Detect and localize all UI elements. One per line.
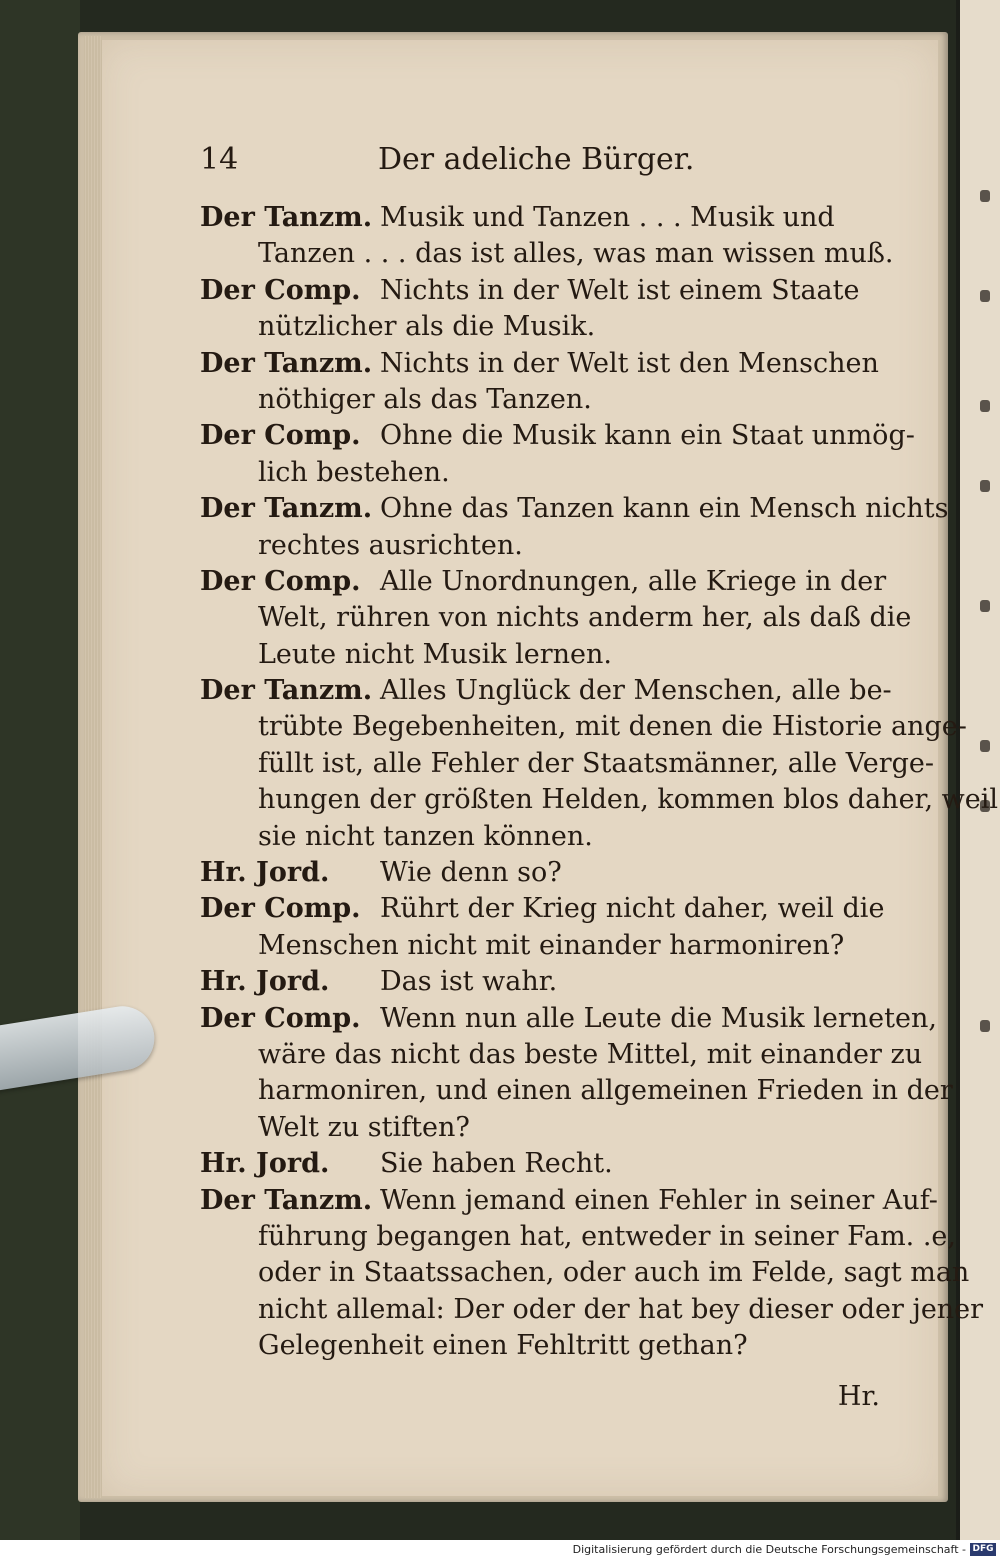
line-text: Welt zu stiften?	[258, 1111, 470, 1143]
line-text: wäre das nicht das beste Mittel, mit einander zu	[258, 1038, 923, 1070]
line-text: Alles Unglück der Menschen, alle be-	[380, 675, 892, 707]
line-text: Wenn nun alle Leute die Musik lerneten,	[380, 1002, 937, 1034]
line-text: Wie denn so?	[380, 857, 562, 889]
line-text: harmoniren, und einen allgemeinen Frieden in der	[258, 1075, 953, 1107]
line-text: Rührt der Krieg nicht daher, weil die	[380, 893, 885, 925]
line-text: nöthiger als das Tanzen.	[258, 383, 592, 415]
text-line	[200, 1037, 923, 1073]
text-line	[200, 1219, 956, 1255]
line-text: nützlicher als die Musik.	[258, 311, 596, 343]
text-line	[200, 1001, 937, 1037]
speaker-label: Der Tanzm.	[200, 675, 373, 707]
line-text: Musik und Tanzen . . . Musik und	[380, 202, 835, 233]
speaker-label: Hr. Jord.	[200, 857, 330, 889]
line-text: führung begangen hat, entweder in seiner Fam. .e,	[258, 1220, 956, 1252]
page-text	[200, 200, 999, 1415]
page-header	[200, 142, 880, 182]
text-line	[200, 382, 880, 418]
text-line	[200, 455, 880, 491]
catchword: Hr.	[837, 1380, 880, 1412]
text-line	[200, 418, 915, 454]
speaker-label: Der Tanzm.	[200, 202, 373, 233]
line-text: füllt ist, alle Fehler der Staatsmänner, alle Verge-	[258, 747, 935, 779]
line-text: trübte Begebenheiten, mit denen die Historie ange-	[258, 711, 967, 743]
speaker-label: Der Tanzm.	[200, 1184, 373, 1216]
line-text: Gelegenheit einen Fehltritt gethan?	[258, 1330, 748, 1362]
line-text: Menschen nicht mit einander harmoniren?	[258, 929, 845, 961]
line-text: Wenn jemand einen Fehler in seiner Auf-	[380, 1184, 938, 1216]
line-text: Ohne die Musik kann ein Staat unmög-	[380, 420, 915, 452]
line-text: nicht allemal: Der oder der hat bey dieser oder jener	[258, 1293, 984, 1325]
speaker-label: Der Comp.	[200, 274, 361, 306]
text-line	[200, 673, 892, 709]
text-line	[200, 964, 880, 1000]
text-line	[200, 746, 935, 782]
page-edges	[84, 36, 102, 1498]
text-line	[200, 782, 999, 818]
text-line	[200, 236, 894, 272]
text-line	[200, 491, 949, 527]
text-line	[200, 637, 880, 673]
text-line	[200, 1292, 984, 1328]
footer-funding-note: Digitalisierung gefördert durch die Deutsche Forschungsgemeinschaft -	[572, 1543, 966, 1556]
scan-background-left	[0, 0, 80, 1540]
running-title: Der adeliche Bürger.	[378, 142, 695, 177]
text-line	[200, 564, 887, 600]
text-line	[200, 928, 880, 964]
line-text: Ohne das Tanzen kann ein Mensch nichts	[380, 493, 949, 525]
line-text: hungen der größten Helden, kommen blos daher, weil	[258, 784, 999, 816]
line-text: Tanzen . . . das ist alles, was man wissen muß.	[258, 238, 894, 270]
text-line	[200, 1146, 880, 1182]
text-line	[200, 1255, 970, 1291]
text-line	[200, 1073, 953, 1109]
text-line	[200, 855, 880, 891]
speaker-label: Der Comp.	[200, 893, 361, 925]
line-text: Nichts in der Welt ist einem Staate	[380, 274, 860, 306]
line-text: Das ist wahr.	[380, 966, 558, 998]
text-line	[200, 709, 967, 745]
text-line	[200, 346, 880, 382]
text-line	[200, 891, 885, 927]
text-line	[200, 528, 880, 564]
dfg-logo-icon: DFG	[970, 1543, 996, 1556]
line-text: Sie haben Recht.	[380, 1148, 613, 1180]
line-text: Nichts in der Welt ist den Menschen	[380, 347, 879, 379]
speaker-label: Der Comp.	[200, 420, 361, 452]
text-line	[200, 600, 912, 636]
text-line	[200, 1110, 880, 1146]
line-text: sie nicht tanzen können.	[258, 820, 593, 852]
text-line	[200, 819, 880, 855]
text-line	[200, 200, 880, 236]
text-line	[200, 309, 880, 345]
speaker-label: Der Tanzm.	[200, 493, 373, 525]
line-text: lich bestehen.	[258, 456, 450, 488]
speaker-label: Der Comp.	[200, 565, 361, 597]
text-line	[200, 273, 880, 309]
speaker-label: Der Tanzm.	[200, 347, 373, 379]
text-line	[200, 1328, 880, 1364]
page-number: 14	[200, 142, 239, 177]
line-text: rechtes ausrichten.	[258, 529, 523, 561]
speaker-label: Hr. Jord.	[200, 966, 330, 998]
line-text: oder in Staatssachen, oder auch im Felde, sagt man	[258, 1257, 970, 1289]
text-line	[200, 1183, 938, 1219]
line-text: Leute nicht Musik lernen.	[258, 638, 613, 670]
line-text: Alle Unordnungen, alle Kriege in der	[380, 565, 887, 597]
speaker-label: Hr. Jord.	[200, 1148, 330, 1180]
speaker-label: Der Comp.	[200, 1002, 361, 1034]
line-text: Welt, rühren von nichts anderm her, als daß die	[258, 602, 912, 634]
